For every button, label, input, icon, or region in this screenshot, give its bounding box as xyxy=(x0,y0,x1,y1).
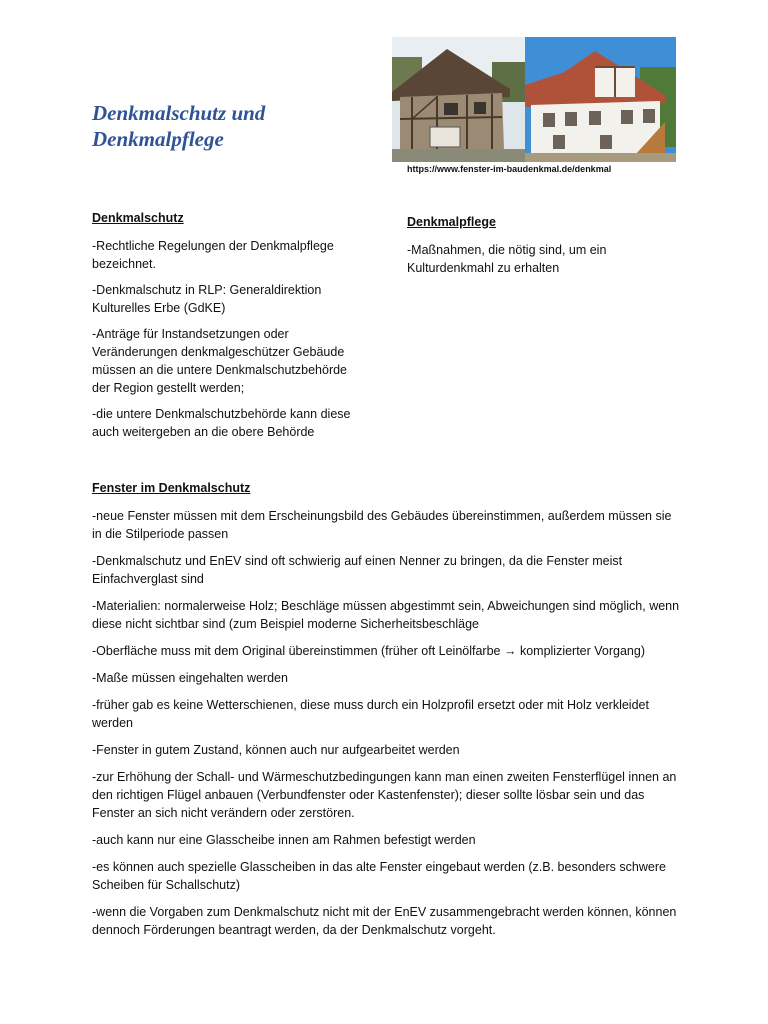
photo-source-caption: https://www.fenster-im-baudenkmal.de/denkmal xyxy=(407,164,612,174)
denkmalschutz-section xyxy=(92,209,367,449)
list-item: -Rechtliche Regelungen der Denkmalpflege bezeichnet. xyxy=(92,239,334,271)
restored-house-photo xyxy=(525,37,676,162)
list-item: -Materialien: normalerweise Holz; Beschläge müssen abgestimmt sein, Abweichungen sind möglich, wenn diese nicht sichtbar sind (zum Beispiel moderne Sicherheitsbeschläge xyxy=(92,599,680,631)
list-item: -Maße müssen eingehalten werden xyxy=(92,671,288,685)
list-item: -die untere Denkmalschutzbehörde kann diese auch weitergeben an die obere Behörde xyxy=(92,407,351,439)
list-item: -früher gab es keine Wetterschienen, diese muss durch ein Holzprofil ersetzt oder mit Holz verkleidet werden xyxy=(92,698,649,730)
list-item: -Denkmalschutz und EnEV sind oft schwierig auf einen Nenner zu bringen, da die Fenster meist Einfachverglast sind xyxy=(92,554,623,586)
list-item: -Fenster in gutem Zustand, können auch nur aufgearbeitet werden xyxy=(92,743,460,757)
denkmalpflege-heading: Denkmalpflege xyxy=(407,215,496,229)
list-item: -Denkmalschutz in RLP: Generaldirektion Kulturelles Erbe (GdKE) xyxy=(92,283,322,315)
fenster-heading: Fenster im Denkmalschutz xyxy=(92,481,251,495)
list-item: -Maßnahmen, die nötig sind, um ein Kulturdenkmahl zu erhalten xyxy=(407,243,607,275)
list-item: -Oberfläche muss mit dem Original übereinstimmen (früher oft Leinölfarbe → komplizierter Vorgang) xyxy=(92,644,646,658)
list-item: -zur Erhöhung der Schall- und Wärmeschutzbedingungen kann man einen zweiten Fensterflügel innen an den richtigen Flügel anbauen (Verbundfenster oder Kastenfenster); dieser sollte lösbar sein und das Fenster an sich nicht verändern oder zerstören. xyxy=(92,770,677,820)
list-item: -neue Fenster müssen mit dem Erscheinungsbild des Gebäudes übereinstimmen, außerdem müssen sie in die Stilperiode passen xyxy=(92,509,672,541)
page-title xyxy=(92,100,382,152)
title-line-1: Denkmalschutz und xyxy=(92,101,266,125)
denkmalschutz-heading: Denkmalschutz xyxy=(92,211,184,225)
title-line-2: Denkmalpflege xyxy=(92,127,224,151)
denkmalpflege-section xyxy=(407,213,677,285)
header-photo xyxy=(392,37,676,162)
list-item: -auch kann nur eine Glasscheibe innen am Rahmen befestigt werden xyxy=(92,833,476,847)
list-item: -Anträge für Instandsetzungen oder Veränderungen denkmalgeschützer Gebäude müssen an die untere Denkmalschutzbehörde der Region gestellt werden; xyxy=(92,327,348,395)
list-item: -wenn die Vorgaben zum Denkmalschutz nicht mit der EnEV zusammengebracht werden können, können dennoch Förderungen beantragt werden, da der Denkmalschutz vorgeht. xyxy=(92,905,677,937)
list-item: -es können auch spezielle Glasscheiben in das alte Fenster eingebaut werden (z.B. besonders schwere Scheiben für Schallschutz) xyxy=(92,860,666,892)
old-house-photo xyxy=(392,37,525,162)
fenster-section xyxy=(92,479,684,948)
